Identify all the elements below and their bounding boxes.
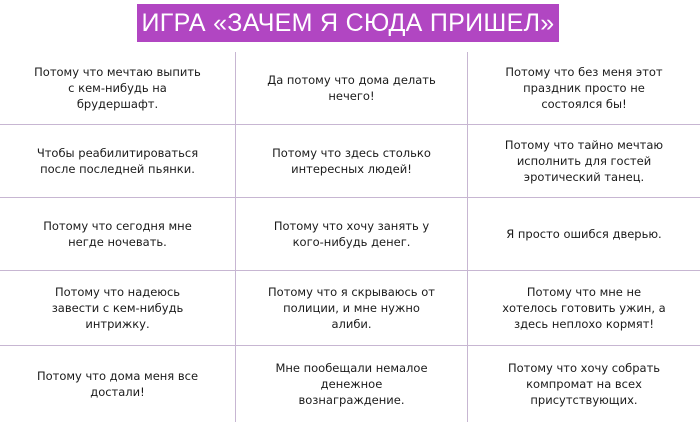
card-5-1: Потому что дома меня все достали! [36, 369, 199, 399]
card-3-1: Потому что сегодня мне негде ночевать. [43, 219, 192, 249]
card-5-3: Потому что хочу собрать компромат на всех присутствующих. [507, 361, 661, 407]
card-2-1: Чтобы реабилитироваться после последней пьянки. [36, 146, 199, 176]
card-2-3: Потому что тайно мечтаю исполнить для гостей эротический танец. [504, 138, 664, 184]
card-3-3: Я просто ошибся дверью. [506, 227, 662, 241]
card-4-3: Потому что мне не хотелось готовить ужин, а здесь неплохо кормят! [502, 285, 666, 331]
card-2-2: Потому что здесь столько интересных людей! [272, 146, 431, 176]
page-title: ИГРА «ЗАЧЕМ Я СЮДА ПРИШЕЛ» [137, 4, 559, 42]
card-5-2: Мне пообещали немалое денежное вознаграждение. [275, 361, 428, 407]
card-1-2: Да потому что дома делать нечего! [267, 73, 436, 103]
card-3-2: Потому что хочу занять у кого-нибудь денег. [273, 219, 430, 249]
cards-grid [0, 52, 700, 422]
card-4-1: Потому что надеюсь завести с кем-нибудь интрижку. [51, 285, 184, 331]
card-1-3: Потому что без меня этот праздник просто не состоялся бы! [505, 65, 663, 111]
card-4-2: Потому что я скрываюсь от полиции, и мне нужно алиби. [268, 285, 435, 331]
card-1-1: Потому что мечтаю выпить с кем-нибудь на брудершафт. [34, 65, 201, 111]
